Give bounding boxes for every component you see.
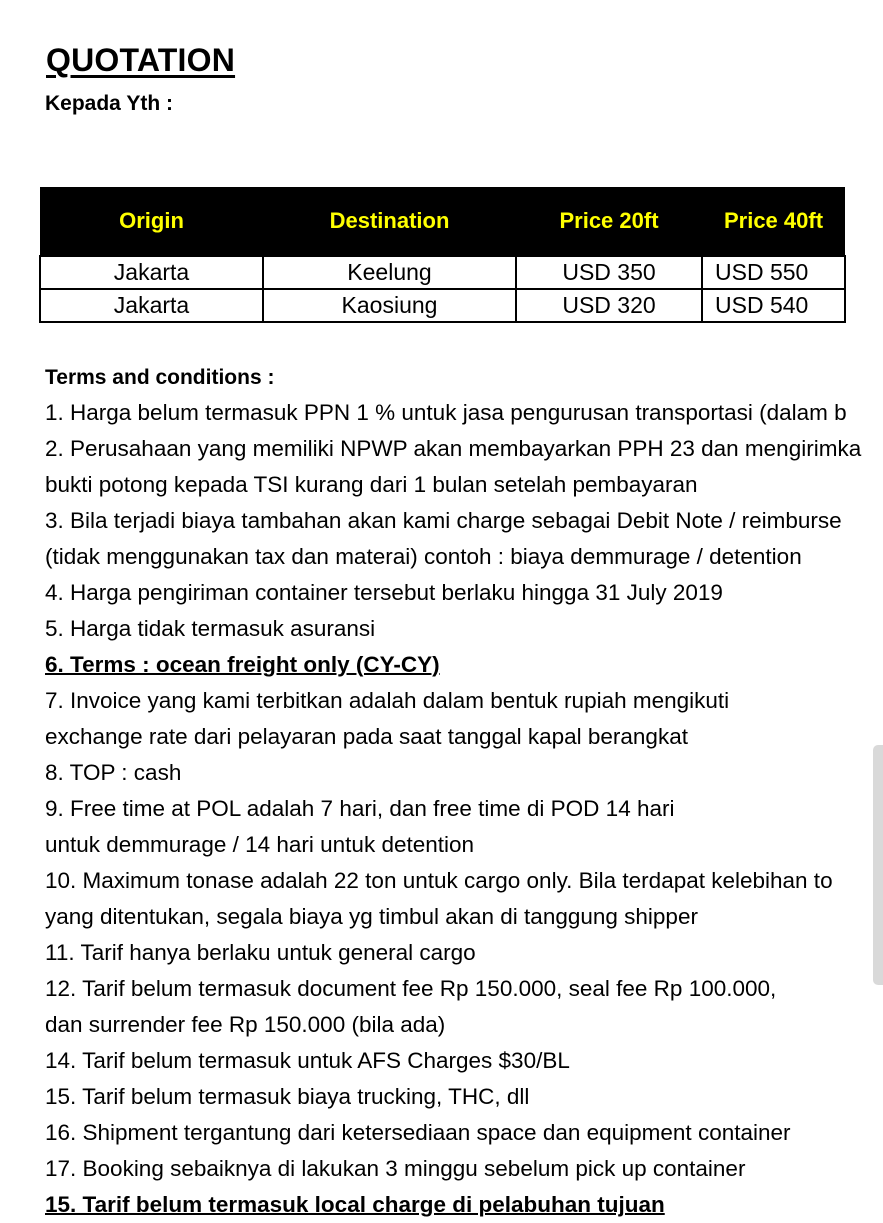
terms-section [45, 360, 883, 1223]
term-line: 2. Perusahaan yang memiliki NPWP akan membayarkan PPH 23 dan mengirimka [45, 436, 862, 461]
term-line: untuk demmurage / 14 hari untuk detention [45, 832, 475, 857]
cell-destination: Keelung [263, 256, 516, 289]
price-table-header-row [40, 187, 845, 256]
term-line: 3. Bila terjadi biaya tambahan akan kami charge sebagai Debit Note / reimburse [45, 508, 842, 533]
term-line: 17. Booking sebaiknya di lakukan 3 minggu sebelum pick up container [45, 1156, 746, 1181]
header-origin: Origin [40, 187, 263, 256]
table-row [40, 289, 845, 322]
term-line: dan surrender fee Rp 150.000 (bila ada) [45, 1012, 446, 1037]
term-line: 1. Harga belum termasuk PPN 1 % untuk jasa pengurusan transportasi (dalam b [45, 400, 847, 425]
recipient-greeting: Kepada Yth : [45, 92, 173, 115]
cell-price-40ft: USD 540 [702, 289, 845, 322]
cell-destination: Kaosiung [263, 289, 516, 322]
price-table [39, 187, 846, 323]
term-line: 8. TOP : cash [45, 760, 182, 785]
terms-heading: Terms and conditions : [45, 366, 275, 389]
term-line: bukti potong kepada TSI kurang dari 1 bulan setelah pembayaran [45, 472, 698, 497]
document-title: QUOTATION [46, 42, 236, 78]
term-line: yang ditentukan, segala biaya yg timbul akan di tanggung shipper [45, 904, 698, 929]
term-line: 9. Free time at POL adalah 7 hari, dan free time di POD 14 hari [45, 796, 675, 821]
term-line: 11. Tarif hanya berlaku untuk general cargo [45, 940, 476, 965]
term-line-emphasized: 6. Terms : ocean freight only (CY-CY) [45, 652, 440, 677]
header-price-20ft: Price 20ft [516, 187, 702, 256]
header-destination: Destination [263, 187, 516, 256]
term-line: (tidak menggunakan tax dan materai) contoh : biaya demmurage / detention [45, 544, 802, 569]
term-line: 10. Maximum tonase adalah 22 ton untuk cargo only. Bila terdapat kelebihan to [45, 868, 833, 893]
term-line-emphasized: 15. Tarif belum termasuk local charge di pelabuhan tujuan [45, 1192, 665, 1217]
table-row [40, 256, 845, 289]
term-line: 5. Harga tidak termasuk asuransi [45, 616, 376, 641]
header-price-40ft: Price 40ft [702, 187, 845, 256]
scrollbar-thumb[interactable] [873, 745, 883, 985]
term-line: 16. Shipment tergantung dari ketersediaan space dan equipment container [45, 1120, 791, 1145]
cell-price-40ft: USD 550 [702, 256, 845, 289]
term-line: 15. Tarif belum termasuk biaya trucking, THC, dll [45, 1084, 530, 1109]
term-line: 14. Tarif belum termasuk untuk AFS Charges $30/BL [45, 1048, 570, 1073]
term-line: exchange rate dari pelayaran pada saat tanggal kapal berangkat [45, 724, 688, 749]
cell-origin: Jakarta [40, 289, 263, 322]
term-line: 4. Harga pengiriman container tersebut berlaku hingga 31 July 2019 [45, 580, 723, 605]
cell-origin: Jakarta [40, 256, 263, 289]
cell-price-20ft: USD 320 [516, 289, 702, 322]
term-line: 12. Tarif belum termasuk document fee Rp 150.000, seal fee Rp 100.000, [45, 976, 777, 1001]
cell-price-20ft: USD 350 [516, 256, 702, 289]
term-line: 7. Invoice yang kami terbitkan adalah dalam bentuk rupiah mengikuti [45, 688, 730, 713]
